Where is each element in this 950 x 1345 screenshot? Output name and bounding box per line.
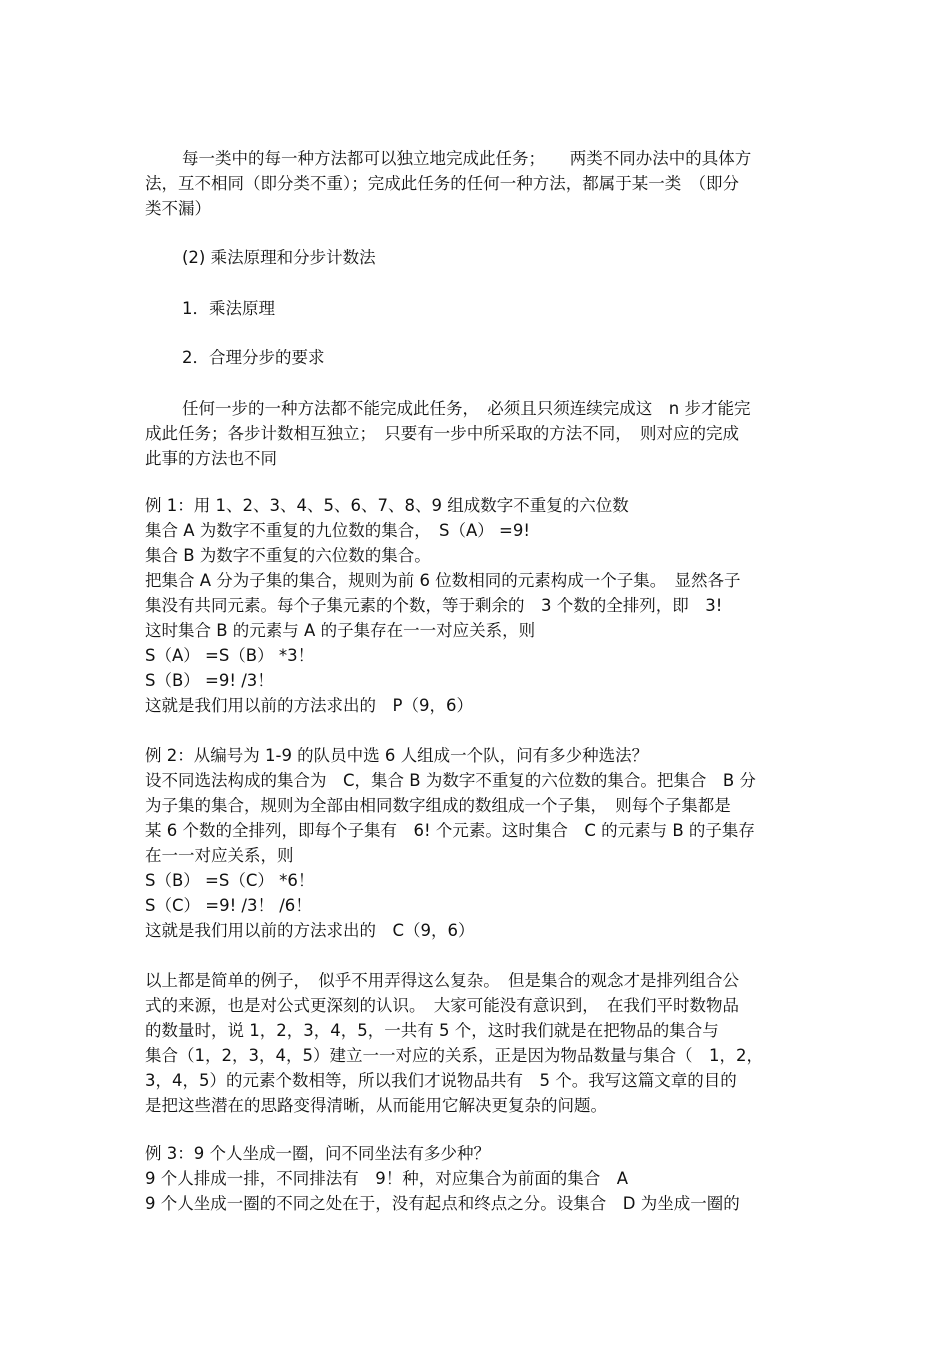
text-line: 集没有共同元素。每个子集元素的个数，等于剩余的 3 个数的全排列，即 3! — [145, 596, 723, 615]
text-line: 的数量时，说 1，2，3，4，5，一共有 5 个，这时我们就是在把物品的集合与 — [145, 1021, 719, 1040]
text-line: 式的来源，也是对公式更深刻的认识。 大家可能没有意识到， 在我们平时数物品 — [145, 996, 739, 1015]
text-line: 集合（1，2，3，4，5）建立一一对应的关系，正是因为物品数量与集合（ 1，2， — [145, 1046, 763, 1065]
text-line: 类不漏） — [145, 199, 211, 218]
subheading: 2．合理分步的要求 — [182, 348, 325, 367]
text-line: 集合 A 为数字不重复的九位数的集合， S（A） =9! — [145, 521, 530, 540]
text-line: 是把这些潜在的思路变得清晰，从而能用它解决更复杂的问题。 — [145, 1096, 607, 1115]
section-heading: (2) 乘法原理和分步计数法 — [182, 248, 376, 267]
subheading: 1．乘法原理 — [182, 299, 275, 318]
text-line: 此事的方法也不同 — [145, 449, 277, 468]
text-line: 法，互不相同（即分类不重）；完成此任务的任何一种方法，都属于某一类 （即分 — [145, 174, 739, 193]
text-line: 以上都是简单的例子， 似乎不用弄得这么复杂。 但是集合的观念才是排列组合公 — [145, 971, 739, 990]
formula-line: S（C） =9! /3！ /6！ — [145, 896, 312, 915]
formula-line: S（A） =S（B） *3！ — [145, 646, 315, 665]
text-line: 这就是我们用以前的方法求出的 C（9，6） — [145, 921, 475, 940]
example-title: 例 3：9 个人坐成一圈，问不同坐法有多少种？ — [145, 1144, 490, 1163]
text-line: 成此任务；各步计数相互独立； 只要有一步中所采取的方法不同， 则对应的完成 — [145, 424, 739, 443]
text-line: 每一类中的每一种方法都可以独立地完成此任务； 两类不同办法中的具体方 — [182, 149, 752, 168]
text-line: 9 个人排成一排，不同排法有 9！种，对应集合为前面的集合 A — [145, 1169, 629, 1188]
text-line: 这时集合 B 的元素与 A 的子集存在一一对应关系，则 — [145, 621, 536, 640]
text-line: 3，4，5）的元素个数相等，所以我们才说物品共有 5 个。我写这篇文章的目的 — [145, 1071, 737, 1090]
text-line: 为子集的集合，规则为全部由相同数字组成的数组成一个子集， 则每个子集都是 — [145, 796, 731, 815]
text-line: 集合 B 为数字不重复的六位数的集合。 — [145, 546, 431, 565]
example-title: 例 1：用 1、2、3、4、5、6、7、8、9 组成数字不重复的六位数 — [145, 496, 629, 515]
text-line: 这就是我们用以前的方法求出的 P（9，6） — [145, 696, 473, 715]
text-line: 任何一步的一种方法都不能完成此任务， 必须且只须连续完成这 n 步才能完 — [182, 399, 751, 418]
formula-line: S（B） =9! /3！ — [145, 671, 274, 690]
text-line: 设不同选法构成的集合为 C，集合 B 为数字不重复的六位数的集合。把集合 B 分 — [145, 771, 756, 790]
formula-line: S（B） =S（C） *6！ — [145, 871, 315, 890]
example-title: 例 2：从编号为 1-9 的队员中选 6 人组成一个队，问有多少种选法？ — [145, 746, 649, 765]
text-line: 9 个人坐成一圈的不同之处在于，没有起点和终点之分。设集合 D 为坐成一圈的 — [145, 1194, 740, 1213]
text-line: 某 6 个数的全排列，即每个子集有 6! 个元素。这时集合 C 的元素与 B 的子集存 — [145, 821, 755, 840]
text-line: 在一一对应关系，则 — [145, 846, 294, 865]
text-line: 把集合 A 分为子集的集合，规则为前 6 位数相同的元素构成一个子集。 显然各子 — [145, 571, 741, 590]
